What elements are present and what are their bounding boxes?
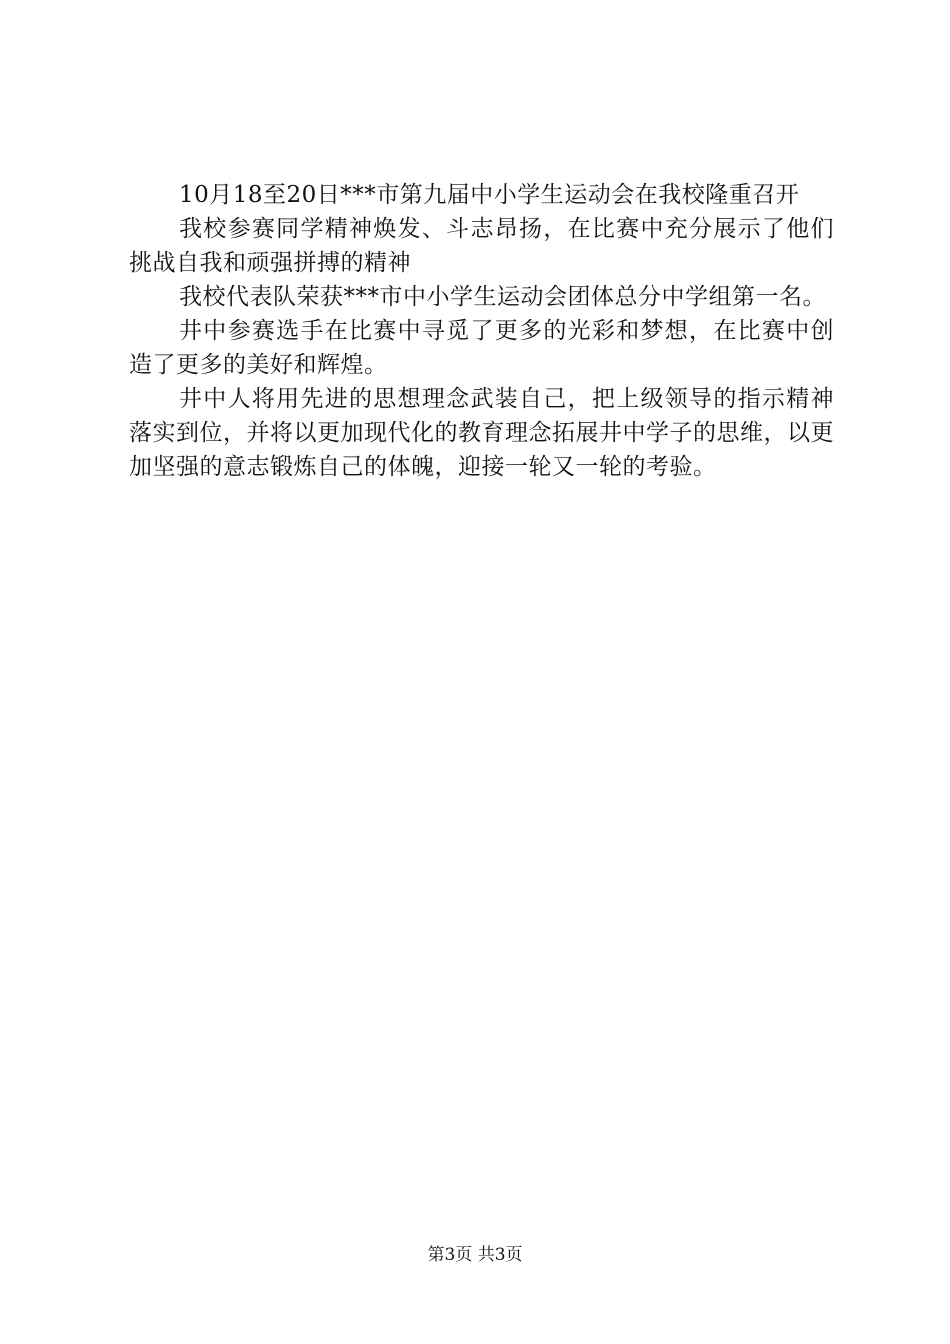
paragraph-1: 10月18至20日***市第九届中小学生运动会在我校隆重召开: [179, 182, 800, 208]
page-footer: 第3页 共3页: [427, 1245, 523, 1265]
paragraph-2: 我校参赛同学精神焕发、斗志昂扬，在比赛中充分展示了他们挑战自我和顽强拼搏的精神: [129, 216, 834, 276]
document-body: [129, 178, 834, 484]
paragraph-3: 我校代表队荣获***市中小学生运动会团体总分中学组第一名。: [179, 284, 826, 310]
paragraph-4: 井中参赛选手在比赛中寻觅了更多的光彩和梦想，在比赛中创造了更多的美好和辉煌。: [129, 318, 834, 378]
paragraph-5: 井中人将用先进的思想理念武装自己，把上级领导的指示精神落实到位，并将以更加现代化的教育理念拓展井中学子的思维，以更加坚强的意志锻炼自己的体魄，迎接一轮又一轮的考验。: [129, 386, 834, 480]
